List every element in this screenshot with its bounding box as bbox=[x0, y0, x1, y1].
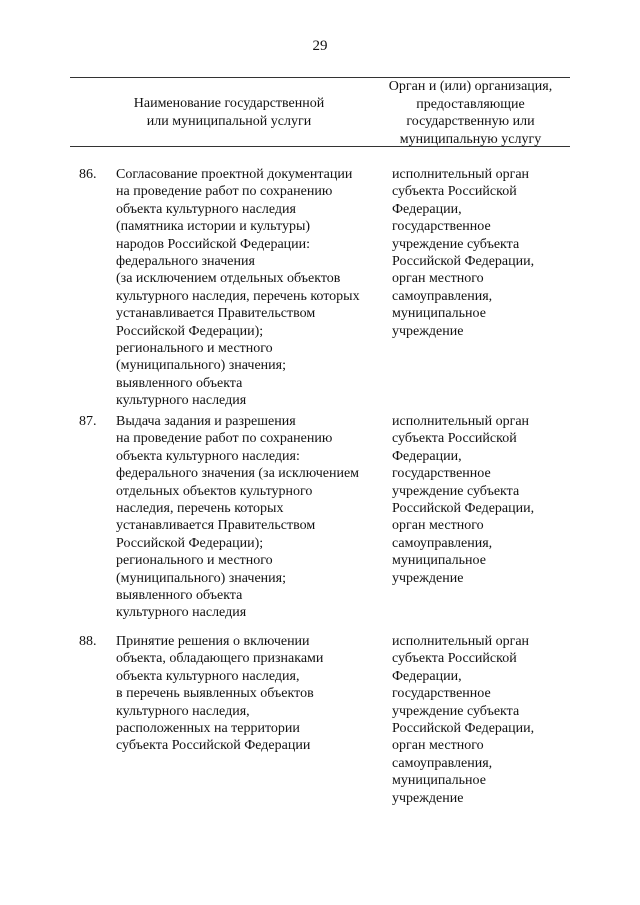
organization-cell bbox=[392, 413, 534, 587]
header-line: предоставляющие bbox=[416, 96, 525, 112]
organization-line: Российской Федерации, bbox=[392, 721, 535, 737]
column-header-service-name bbox=[100, 95, 358, 130]
service-name-cell bbox=[116, 166, 360, 410]
page-number: 29 bbox=[312, 38, 328, 54]
service-line: субъекта Российской Федерации bbox=[116, 738, 311, 754]
service-line: в перечень выявленных объектов bbox=[116, 686, 314, 702]
row-number: 86. bbox=[79, 167, 97, 182]
service-line: Принятие решения о включении bbox=[116, 634, 310, 649]
organization-line: Федерации, bbox=[392, 668, 462, 684]
service-line: на проведение работ по сохранению bbox=[116, 431, 333, 447]
service-line: культурного наследия, перечень которых bbox=[116, 288, 360, 304]
service-line: Выдача задания и разрешения bbox=[116, 414, 296, 429]
service-line: объекта культурного наследия bbox=[116, 201, 296, 217]
organization-cell bbox=[392, 633, 534, 807]
organization-line: муниципальное bbox=[392, 553, 486, 569]
organization-cell bbox=[392, 166, 534, 340]
service-line: культурного наследия bbox=[116, 393, 247, 409]
organization-line: учреждение субъекта bbox=[392, 236, 520, 252]
organization-line: самоуправления, bbox=[392, 755, 493, 771]
service-line: (муниципального) значения; bbox=[116, 570, 286, 586]
header-line: Орган и (или) организация, bbox=[388, 79, 553, 94]
organization-line: учреждение bbox=[392, 323, 464, 339]
service-line: на проведение работ по сохранению bbox=[116, 184, 333, 200]
service-line: Согласование проектной документации bbox=[116, 167, 353, 182]
service-line: наследия, перечень которых bbox=[116, 501, 284, 517]
organization-line: орган местного bbox=[392, 271, 484, 287]
service-line: федерального значения (за исключением bbox=[116, 466, 360, 482]
header-line: государственную или bbox=[406, 114, 535, 129]
service-line: (муниципального) значения; bbox=[116, 358, 286, 374]
service-line: объекта, обладающего признаками bbox=[116, 651, 324, 667]
service-line: отдельных объектов культурного bbox=[116, 483, 313, 499]
service-line: культурного наследия bbox=[116, 605, 247, 621]
service-line: объекта культурного наследия, bbox=[116, 668, 300, 684]
organization-line: учреждение bbox=[392, 790, 464, 806]
organization-line: исполнительный орган bbox=[392, 414, 530, 429]
organization-line: учреждение bbox=[392, 570, 464, 586]
service-line: народов Российской Федерации: bbox=[116, 236, 311, 252]
row-number: 87. bbox=[79, 414, 97, 429]
service-line: регионального и местного bbox=[116, 553, 273, 569]
organization-line: государственное bbox=[392, 466, 491, 482]
organization-line: Российской Федерации, bbox=[392, 501, 535, 517]
organization-line: исполнительный орган bbox=[392, 167, 530, 182]
table-header-rule bbox=[70, 146, 570, 147]
organization-line: исполнительный орган bbox=[392, 634, 530, 649]
service-line: устанавливается Правительством bbox=[116, 306, 316, 322]
service-line: культурного наследия, bbox=[116, 703, 250, 719]
organization-line: орган местного bbox=[392, 738, 484, 754]
service-line: (за исключением отдельных объектов bbox=[116, 271, 341, 287]
organization-line: государственное bbox=[392, 686, 491, 702]
organization-line: муниципальное bbox=[392, 773, 486, 789]
organization-line: субъекта Российской bbox=[392, 431, 517, 447]
service-line: (памятника истории и культуры) bbox=[116, 219, 311, 235]
header-line: Наименование государственной bbox=[133, 96, 325, 111]
header-line: муниципальную услугу bbox=[399, 131, 542, 147]
row-number: 88. bbox=[79, 634, 97, 649]
service-line: федерального значения bbox=[116, 254, 255, 270]
organization-line: Российской Федерации, bbox=[392, 254, 535, 270]
service-name-cell bbox=[116, 633, 323, 755]
organization-line: самоуправления, bbox=[392, 288, 493, 304]
organization-line: учреждение субъекта bbox=[392, 483, 520, 499]
service-line: Российской Федерации); bbox=[116, 535, 264, 551]
service-line: регионального и местного bbox=[116, 341, 273, 357]
organization-line: муниципальное bbox=[392, 306, 486, 322]
organization-line: Федерации, bbox=[392, 201, 462, 217]
organization-line: Федерации, bbox=[392, 448, 462, 464]
organization-line: самоуправления, bbox=[392, 535, 493, 551]
service-line: выявленного объекта bbox=[116, 375, 243, 391]
organization-line: учреждение субъекта bbox=[392, 703, 520, 719]
organization-line: субъекта Российской bbox=[392, 651, 517, 667]
service-name-cell bbox=[116, 413, 359, 622]
service-line: Российской Федерации); bbox=[116, 323, 264, 339]
header-line: или муниципальной услуги bbox=[146, 113, 312, 129]
organization-line: государственное bbox=[392, 219, 491, 235]
column-header-organization bbox=[368, 78, 573, 148]
organization-line: субъекта Российской bbox=[392, 184, 517, 200]
service-line: расположенных на территории bbox=[116, 721, 300, 737]
organization-line: орган местного bbox=[392, 518, 484, 534]
service-line: выявленного объекта bbox=[116, 588, 243, 604]
service-line: объекта культурного наследия: bbox=[116, 448, 300, 464]
service-line: устанавливается Правительством bbox=[116, 518, 316, 534]
